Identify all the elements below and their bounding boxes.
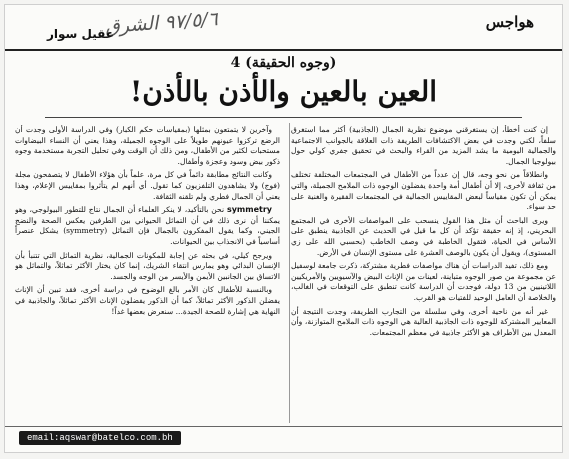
paragraph: وانطلاقاً من نحو وجه، قال إن عدداً من الأطفال في المجتمعات المختلفة تختلف من ثقافة لأخرى، إلا أن أطفال أمة واحدة يفضلون الوجوه ذات الملامح الجميلة، والتي يمكن أن تكون مقياساً لبعض المقاييس الجمالية في المجتمعات الفقيرة والغنية على حد سواء. (291, 170, 556, 212)
paragraph: غير أنه من ناحية أخرى، وفي سلسلة من التجارب الطريفة، وجدت النتيجة أن المعايير المشتركة للوجوه ذات الجاذبية العالية هي الوجوه ذات الملامح المتوازنة، وأن المعدل بين الأطراف هو الأكثر جاذبية في معظم المجتمعات. (291, 306, 556, 337)
series-label: (وجوه الحقيقة) 4 (230, 55, 337, 71)
paragraph: وبالنسبة للأطفال كان الأمر بالغ الوضوح في دراسة أخرى، فقد تبين أن الإناث يفضلن الذكور الأكثر تماثلاً، كما أن الذكور يفضلون الإناث الأكثر تماثلاً، والجاذبية في النهاية هي إشارة للصحة الجيدة... سنعرض بعضها غداً! (15, 285, 280, 316)
masthead (5, 5, 562, 51)
paragraph-text: نحن بالتأكيد، لا ينكر العلماء أن الجمال نتاج للتطور البيولوجي، وهو يمكننا أن نرى ذلك في أن التماثل الحيواني بين الطرفين يعكس الصحة والنضج الجيني، وكما يقول المفكرون بالجمال فإن التماثل (symmetry) يشكل عنصراً أساسياً في الانجذاب بين الحيوانات. (15, 205, 280, 246)
paragraph: ويرى الباحث أن مثل هذا القول ينسحب على المواصفات الأخرى في المجتمع البحريني، إذ إنه حقيقة تؤكد أن كل ما قيل في الحديث عن الجاذبية ينطبق على الأساس في الحياة، فتقول الخاطبة في وصف الخاطب (بحسبي الله على زي المستوى)، ويقول أن يكون بالوصف العشرة على مستوى الإنسان في الأرض. (291, 215, 556, 257)
article-title: العين بالعين والأذن بالأذن! (129, 75, 438, 108)
title-divider (45, 117, 522, 118)
paragraph: ومع ذلك، تفيد الدراسات أن هناك مواصفات فطرية مشتركة، ذكرت جامعة لوسفيل عن مجموعة من صور الوجوه متباينة، لعينات من الإناث البيض والآسيويين والأمريكيين اللاتينيين من 13 دولة، فوجدت أن الدراسة كانت تنطبق على التوقعات في الغالب، والخلاصة أن العامل الوحيد للفتيات هو القرب. (291, 261, 556, 302)
column-divider (289, 123, 290, 423)
paragraph: إن كنت أخطأ، إن يستغرقني موضوع نظرية الجمال (الجاذبية) أكثر مما استغرق سلفاً، لكني وجدت في بعض الاكتشافات الطريفة ذات العلاقة بالجوانب الاجتماعية والجمالية اليومية ما يشد المزيد من القراء والبحث في تحقيق جفري كولي حول بيولوجيا الجمال. (291, 125, 556, 166)
symmetry-term: symmetry (226, 205, 272, 215)
author-email: email:aqswar@batelco.com.bh (19, 431, 181, 445)
article-column-left (15, 125, 280, 423)
paragraph: وكانت النتائج مطابقة دائماً في كل مرة، علماً بأن هؤلاء الأطفال لا يتصفحون مجلة (فوج) ولا يشاهدون التلفزيون كما تقول. أي أنهم لم يتأثروا بمقاييس الإعلام، وهذا يعني أن الجمال فطري ولم تلقنه الثقافة. (15, 170, 280, 201)
footer-divider (5, 426, 562, 427)
author-name: عقيل سوار (47, 27, 114, 41)
newspaper-clipping (4, 4, 563, 453)
handwritten-date-annotation: ٩٧/٥/٦ الشرق (104, 8, 219, 38)
paragraph (15, 205, 280, 247)
paragraph: وآخرين لا يتمتعون بمثلها (بمقياسات حكم الكبار) وفي الدراسة الأولى وجدت أن الرضع تركزوا عيونهم طويلاً على الوجوه الجميلة، وهذا يعني أن النساء البيضاوات مستحبات لكثير من الأطفال، ومن ذلك أن الوقت وفي تحليل التجربة مستخدمة وجوه ذكور بيض وسود وعجزة وأطفال. (15, 125, 280, 166)
paragraph: ويرجح كيلي، في بحثه عن إجابة للمكونات الجمالية، نظرية التماثل التي تتنبأ بأن الإنسان البدائي وهو يمارس انتقاء الشريك، إنما كان يختار الأكثر تماثلاً، والتماثل هو الاتساق بين الجانبين الأيمن والأيسر من الوجه والجسد. (15, 250, 280, 281)
section-name: هواجس (485, 13, 534, 31)
article-column-right (291, 125, 556, 423)
